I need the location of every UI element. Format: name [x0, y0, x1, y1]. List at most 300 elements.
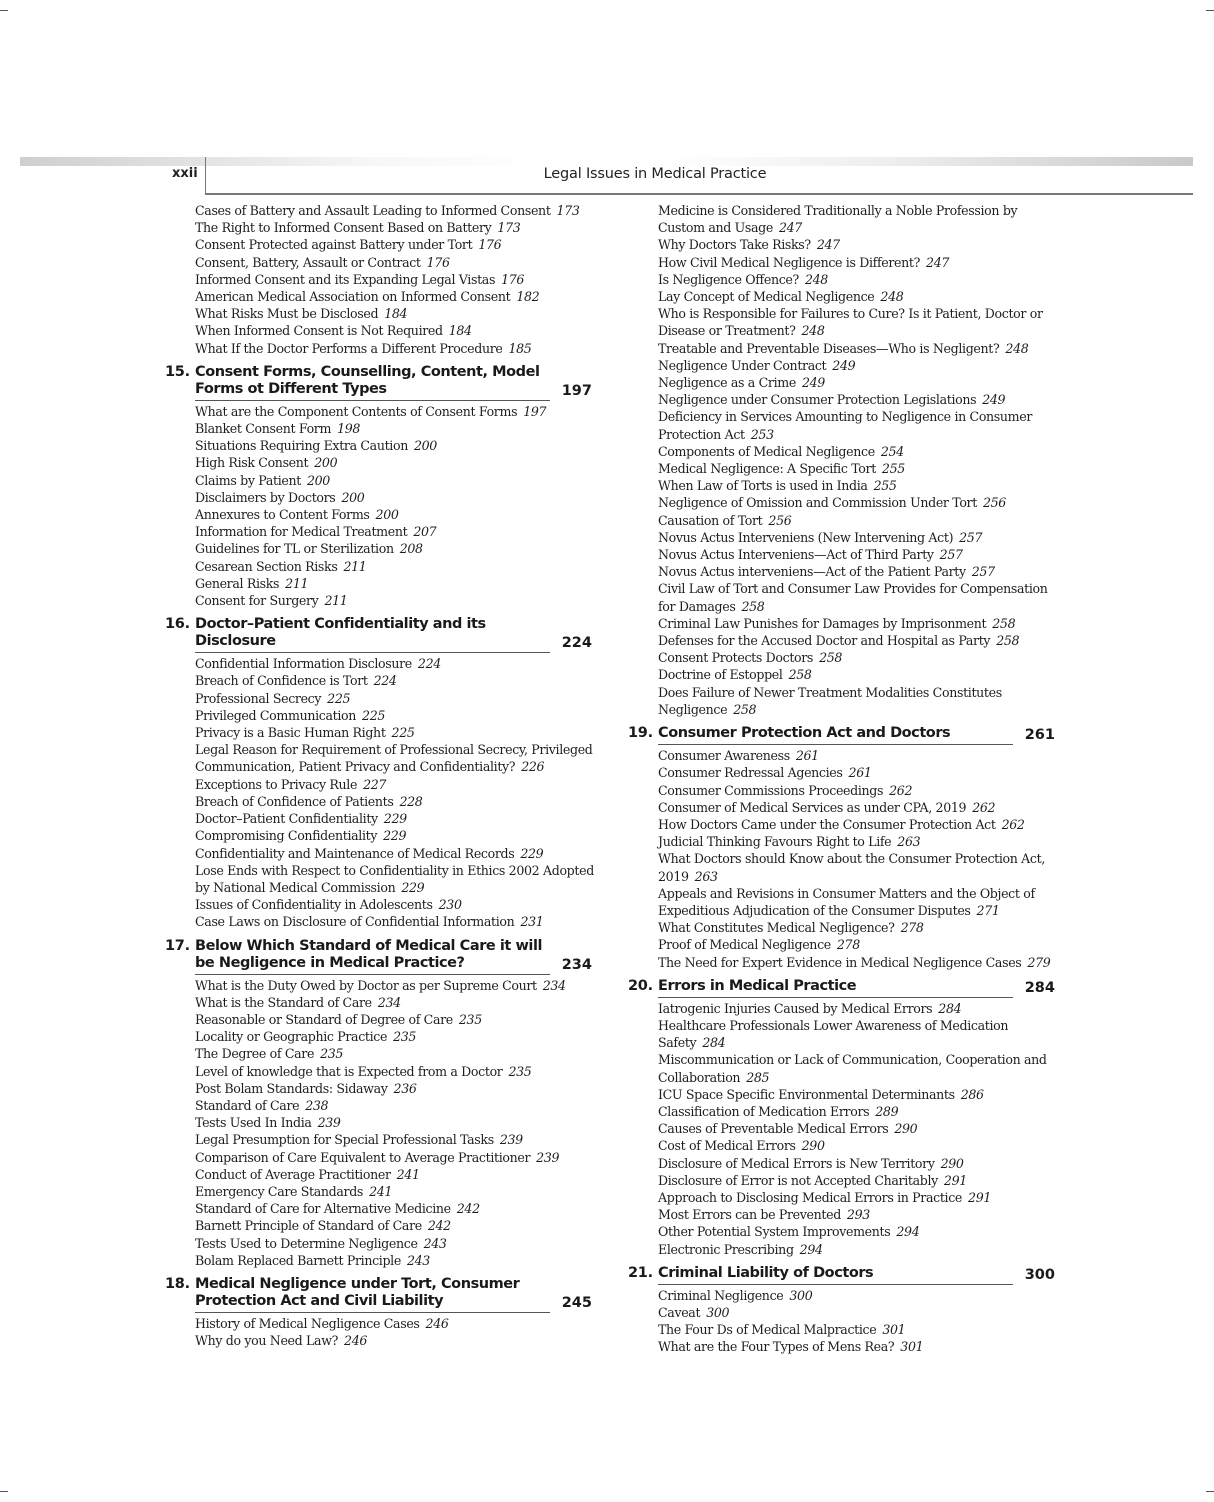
crop-mark-top-left [0, 10, 8, 11]
toc-entry-title: Comparison of Care Equivalent to Average Practitioner [195, 1149, 531, 1165]
toc-entry[interactable] [195, 558, 595, 575]
toc-entry[interactable] [658, 408, 1058, 442]
toc-entry-title: What are the Four Types of Mens Rea? [658, 1339, 895, 1355]
toc-entry[interactable] [658, 1321, 1058, 1338]
toc-entry[interactable] [658, 649, 1058, 666]
toc-entry-title: How Doctors Came under the Consumer Protection Act [658, 816, 996, 832]
toc-entry[interactable] [658, 1155, 1058, 1172]
toc-entry[interactable] [195, 1166, 595, 1183]
chapter-heading[interactable] [165, 938, 595, 975]
toc-entry[interactable] [195, 741, 595, 775]
toc-entry[interactable] [658, 799, 1058, 816]
toc-entry[interactable] [658, 615, 1058, 632]
toc-entry-title: Novus Actus Interveniens—Act of Third Party [658, 547, 934, 563]
toc-entry[interactable] [195, 1149, 595, 1166]
toc-entry-page: 255 [881, 461, 905, 477]
toc-entry[interactable] [658, 954, 1058, 971]
toc-entry-page: 229 [383, 811, 407, 827]
toc-entry-page: 263 [897, 834, 921, 850]
toc-entry[interactable] [195, 994, 595, 1011]
toc-entry-title: Components of Medical Negligence [658, 443, 875, 459]
toc-entry-page: 173 [497, 220, 521, 236]
toc-entry-title: Reasonable or Standard of Degree of Care [195, 1011, 453, 1027]
toc-entry-page: 228 [399, 793, 423, 809]
toc-entry-page: 242 [427, 1218, 451, 1234]
toc-entry-title: Approach to Disclosing Medical Errors in Practice [658, 1189, 963, 1205]
toc-entry-page: 254 [880, 443, 904, 459]
toc-entry[interactable] [658, 684, 1058, 718]
toc-entry-page: 229 [520, 845, 544, 861]
toc-entry-title: Level of knowledge that is Expected from a Doctor [195, 1063, 503, 1079]
toc-entry[interactable] [195, 420, 595, 437]
toc-entry-page: 263 [694, 868, 718, 884]
chapter-page: 245 [561, 1294, 592, 1311]
toc-entry-page: 239 [499, 1132, 523, 1148]
toc-entry[interactable] [195, 793, 595, 810]
toc-entry[interactable] [658, 374, 1058, 391]
toc-entry[interactable] [658, 357, 1058, 374]
toc-entry[interactable] [195, 1217, 595, 1234]
toc-entry-page: 176 [501, 271, 525, 287]
toc-entry[interactable] [658, 816, 1058, 833]
toc-entry-title: Privacy is a Basic Human Right [195, 725, 386, 741]
toc-entry-page: 253 [750, 426, 774, 442]
toc-entry[interactable] [658, 1000, 1058, 1017]
toc-entry[interactable] [195, 523, 595, 540]
chapter-heading[interactable] [628, 725, 1058, 745]
toc-entry[interactable] [658, 1051, 1058, 1085]
toc-entry-title: Information for Medical Treatment [195, 524, 408, 540]
toc-entry-page: 230 [438, 897, 462, 913]
toc-entry-title: Lay Concept of Medical Negligence [658, 289, 875, 305]
toc-entry-page: 211 [285, 575, 309, 591]
toc-entry[interactable] [195, 896, 595, 913]
toc-entry[interactable] [195, 202, 595, 219]
toc-entry-page: 200 [314, 455, 338, 471]
toc-entry-title: Electronic Prescribing [658, 1241, 794, 1257]
toc-entry-title: Disclaimers by Doctors [195, 489, 336, 505]
toc-entry-title: Annexures to Content Forms [195, 507, 370, 523]
toc-entry[interactable] [195, 977, 595, 994]
toc-entry[interactable] [658, 833, 1058, 850]
toc-entry[interactable] [195, 1131, 595, 1148]
toc-entry[interactable] [195, 506, 595, 523]
chapter-heading[interactable] [165, 364, 595, 401]
toc-entry[interactable] [195, 403, 595, 420]
toc-entry-title: Appeals and Revisions in Consumer Matters and the Object of Expeditious Adjudication of the Consumer Disputes [658, 885, 1035, 918]
toc-entry-page: 255 [873, 478, 897, 494]
toc-entry-page: 173 [556, 203, 580, 218]
toc-entry-title: Doctrine of Estoppel [658, 667, 783, 683]
toc-entry-title: Blanket Consent Form [195, 421, 332, 437]
toc-entry-page: 284 [702, 1035, 726, 1051]
toc-entry-title: What are the Component Contents of Consent Forms [195, 403, 518, 419]
toc-entry-title: Emergency Care Standards [195, 1183, 364, 1199]
toc-entry-title: Exceptions to Privacy Rule [195, 776, 358, 792]
toc-entry[interactable] [658, 885, 1058, 919]
toc-entry-page: 185 [508, 340, 532, 356]
toc-entry-title: High Risk Consent [195, 455, 309, 471]
toc-entry[interactable] [658, 391, 1058, 408]
toc-entry-title: Claims by Patient [195, 472, 301, 488]
toc-entry[interactable] [658, 1338, 1058, 1355]
toc-entry-title: Breach of Confidence of Patients [195, 793, 394, 809]
toc-entry[interactable] [658, 782, 1058, 799]
toc-entry-title: Consent Protects Doctors [658, 650, 814, 666]
toc-entry[interactable] [658, 512, 1058, 529]
toc-entry[interactable] [658, 477, 1058, 494]
toc-entry[interactable] [658, 529, 1058, 546]
toc-entry[interactable] [195, 1252, 595, 1269]
toc-entry-page: 176 [426, 254, 450, 270]
toc-entry[interactable] [195, 540, 595, 557]
toc-entry-title: Legal Presumption for Special Professional Tasks [195, 1132, 494, 1148]
toc-entry[interactable] [195, 1045, 595, 1062]
toc-entry-title: Criminal Law Punishes for Damages by Imprisonment [658, 615, 987, 631]
toc-entry[interactable] [658, 747, 1058, 764]
toc-entry-page: 285 [746, 1069, 770, 1085]
toc-entry[interactable] [658, 1189, 1058, 1206]
toc-entry-title: Consumer of Medical Services as under CPA, 2019 [658, 799, 967, 815]
toc-entry-title: Healthcare Professionals Lower Awareness of Medication Safety [658, 1017, 1009, 1051]
toc-entry-page: 249 [832, 357, 856, 373]
toc-entry[interactable] [195, 724, 595, 741]
toc-entry-page: 234 [542, 977, 566, 993]
chapter-title: Errors in Medical Practice [658, 978, 1013, 998]
chapter-page: 234 [561, 956, 592, 973]
toc-entry-page: 235 [458, 1011, 482, 1027]
toc-entry[interactable] [195, 1114, 595, 1131]
toc-entry[interactable] [658, 1086, 1058, 1103]
chapter-title: Doctor–Patient Confidentiality and its Disclosure [195, 616, 550, 653]
toc-entry-title: Deficiency in Services Amounting to Negligence in Consumer Protection Act [658, 409, 1033, 442]
toc-entry-page: 184 [384, 306, 408, 322]
chapter-heading[interactable] [628, 1265, 1058, 1285]
toc-entry-page: 234 [377, 994, 401, 1010]
toc-entry-title: The Right to Informed Consent Based on Battery [195, 220, 492, 236]
chapter-number: 19. [628, 725, 653, 742]
toc-entry[interactable] [195, 913, 595, 930]
toc-entry-title: The Degree of Care [195, 1046, 315, 1062]
toc-entry-page: 200 [375, 507, 399, 523]
toc-entry-page: 271 [976, 902, 1000, 918]
toc-entry-title: Caveat [658, 1304, 701, 1320]
toc-entry-title: Classification of Medication Errors [658, 1103, 870, 1119]
toc-entry-page: 229 [383, 828, 407, 844]
page-folio: xxii [172, 166, 198, 181]
toc-entry-page: 262 [1001, 816, 1025, 832]
toc-entry[interactable] [195, 1028, 595, 1045]
toc-entry[interactable] [195, 340, 595, 357]
toc-entry-title: Miscommunication or Lack of Communication, Cooperation and Collaboration [658, 1052, 1047, 1085]
toc-entry[interactable] [195, 1315, 595, 1332]
toc-entry[interactable] [658, 1206, 1058, 1223]
toc-entry[interactable] [658, 1172, 1058, 1189]
toc-entry-title: History of Medical Negligence Cases [195, 1315, 420, 1331]
toc-entry[interactable] [658, 288, 1058, 305]
toc-entry-page: 248 [880, 289, 904, 305]
toc-entry-page: 224 [373, 673, 397, 689]
toc-entry[interactable] [658, 1137, 1058, 1154]
toc-entry[interactable] [195, 489, 595, 506]
toc-entry-page: 261 [795, 748, 819, 764]
toc-entry-page: 182 [516, 289, 540, 305]
toc-entry-page: 200 [341, 489, 365, 505]
toc-entry[interactable] [195, 1200, 595, 1217]
chapter-page: 197 [561, 382, 592, 399]
toc-entry-title: Consent, Battery, Assault or Contract [195, 254, 421, 270]
toc-entry[interactable] [658, 764, 1058, 781]
toc-entry-page: 197 [523, 403, 547, 419]
toc-entry-page: 256 [982, 495, 1006, 511]
toc-entry-page: 246 [344, 1333, 368, 1349]
chapter-page: 284 [1024, 979, 1055, 996]
toc-entry[interactable] [195, 655, 595, 672]
toc-entry-title: Consumer Commissions Proceedings [658, 782, 884, 798]
toc-entry-title: ICU Space Specific Environmental Determinants [658, 1086, 955, 1102]
toc-entry-page: 294 [896, 1224, 920, 1240]
toc-entry[interactable] [195, 1097, 595, 1114]
toc-entry-title: What is the Duty Owed by Doctor as per Supreme Court [195, 977, 537, 993]
toc-entry-page: 258 [733, 701, 757, 717]
chapter-heading[interactable] [165, 1276, 595, 1313]
toc-entry-page: 239 [317, 1115, 341, 1131]
toc-entry[interactable] [195, 776, 595, 793]
chapter-title: Consumer Protection Act and Doctors [658, 725, 1013, 745]
toc-entry[interactable] [658, 580, 1058, 614]
toc-entry-page: 284 [938, 1000, 962, 1016]
toc-entry-page: 235 [508, 1063, 532, 1079]
toc-entry-title: Other Potential System Improvements [658, 1224, 891, 1240]
toc-entry[interactable] [195, 472, 595, 489]
toc-entry-title: Civil Law of Tort and Consumer Law Provides for Compensation for Damages [658, 581, 1048, 614]
chapter-page: 224 [561, 635, 592, 652]
toc-entry-title: Standard of Care for Alternative Medicine [195, 1201, 451, 1217]
toc-entry[interactable] [195, 1332, 595, 1349]
toc-entry-title: Consumer Awareness [658, 748, 790, 764]
toc-entry[interactable] [658, 271, 1058, 288]
toc-entry-title: Negligence Under Contract [658, 357, 827, 373]
toc-entry[interactable] [195, 707, 595, 724]
toc-entry-title: What Doctors should Know about the Consumer Protection Act, 2019 [658, 851, 1045, 884]
toc-entry-title: General Risks [195, 575, 280, 591]
toc-entry[interactable] [658, 254, 1058, 271]
toc-entry-title: When Informed Consent is Not Required [195, 323, 443, 339]
toc-entry[interactable] [195, 1183, 595, 1200]
toc-entry-page: 227 [363, 776, 387, 792]
toc-entry-page: 301 [882, 1322, 906, 1338]
chapter-title: Criminal Liability of Doctors [658, 1265, 1013, 1285]
toc-entry[interactable] [658, 919, 1058, 936]
toc-entry[interactable] [195, 236, 595, 253]
toc-entry[interactable] [658, 632, 1058, 649]
toc-entry[interactable] [195, 690, 595, 707]
toc-entry-page: 229 [401, 879, 425, 895]
toc-entry[interactable] [195, 575, 595, 592]
toc-entry[interactable] [195, 845, 595, 862]
toc-entry[interactable] [658, 1241, 1058, 1258]
toc-entry-title: Novus Actus Interveniens (New Intervening Act) [658, 529, 954, 545]
toc-entry-page: 242 [456, 1201, 480, 1217]
toc-entry-page: 300 [706, 1304, 730, 1320]
toc-entry-page: 236 [393, 1080, 417, 1096]
toc-entry-page: 225 [391, 725, 415, 741]
toc-entry[interactable] [195, 254, 595, 271]
toc-entry[interactable] [658, 1223, 1058, 1240]
header-divider [205, 157, 206, 194]
toc-entry-title: Conduct of Average Practitioner [195, 1166, 391, 1182]
toc-entry-page: 246 [425, 1315, 449, 1331]
toc-entry-title: Most Errors can be Prevented [658, 1207, 841, 1223]
toc-entry[interactable] [658, 494, 1058, 511]
toc-entry[interactable] [195, 1080, 595, 1097]
toc-entry[interactable] [195, 305, 595, 322]
toc-entry[interactable] [195, 810, 595, 827]
chapter-number: 20. [628, 977, 653, 994]
toc-entry-title: Guidelines for TL or Sterilization [195, 541, 394, 557]
toc-entry-page: 200 [413, 438, 437, 454]
toc-entry[interactable] [195, 862, 595, 896]
toc-entry-page: 293 [846, 1207, 870, 1223]
toc-entry[interactable] [195, 1063, 595, 1080]
toc-entry[interactable] [195, 271, 595, 288]
toc-entry-title: Criminal Negligence [658, 1287, 784, 1303]
toc-entry-page: 258 [996, 633, 1020, 649]
toc-entry-title: Iatrogenic Injuries Caused by Medical Errors [658, 1000, 933, 1016]
toc-entry[interactable] [658, 666, 1058, 683]
toc-entry[interactable] [195, 219, 595, 236]
toc-entry[interactable] [658, 340, 1058, 357]
toc-entry-page: 258 [819, 650, 843, 666]
toc-left-column [165, 202, 595, 1349]
toc-entry-page: 226 [521, 759, 545, 775]
chapter-number: 17. [165, 937, 190, 954]
toc-entry-title: How Civil Medical Negligence is Different? [658, 254, 921, 270]
toc-entry[interactable] [658, 1017, 1058, 1051]
toc-entry-title: Breach of Confidence is Tort [195, 673, 368, 689]
toc-entry-page: 261 [848, 765, 872, 781]
toc-entry-title: Barnett Principle of Standard of Care [195, 1218, 422, 1234]
toc-entry-page: 279 [1027, 954, 1051, 970]
toc-entry-page: 278 [900, 920, 924, 936]
toc-entry-page: 278 [836, 937, 860, 953]
toc-entry-page: 241 [396, 1166, 420, 1182]
toc-entry[interactable] [658, 563, 1058, 580]
toc-entry-title: Lose Ends with Respect to Confidentiality in Ethics 2002 Adopted by National Medical Commission [195, 862, 594, 895]
chapter-heading[interactable] [165, 616, 595, 653]
toc-entry-page: 200 [306, 472, 330, 488]
toc-entry-page: 286 [960, 1086, 984, 1102]
toc-entry-title: Causes of Preventable Medical Errors [658, 1121, 889, 1137]
toc-entry-page: 198 [337, 421, 361, 437]
crop-mark-bottom-left [0, 1491, 8, 1492]
toc-entry-page: 300 [789, 1287, 813, 1303]
toc-entry-title: Issues of Confidentiality in Adolescents [195, 897, 433, 913]
toc-entry-page: 290 [940, 1155, 964, 1171]
toc-entry[interactable] [658, 936, 1058, 953]
toc-entry[interactable] [658, 546, 1058, 563]
toc-entry-title: American Medical Association on Informed Consent [195, 289, 511, 305]
toc-entry-page: 262 [889, 782, 913, 798]
toc-entry[interactable] [195, 322, 595, 339]
toc-entry-page: 207 [413, 524, 437, 540]
toc-entry[interactable] [195, 592, 595, 609]
toc-entry-title: Medical Negligence: A Specific Tort [658, 461, 876, 477]
chapter-page: 261 [1024, 727, 1055, 744]
toc-entry-title: Informed Consent and its Expanding Legal Vistas [195, 271, 496, 287]
toc-entry-page: 257 [939, 547, 963, 563]
toc-entry-title: Situations Requiring Extra Caution [195, 438, 408, 454]
toc-entry[interactable] [195, 288, 595, 305]
toc-entry-title: Novus Actus interveniens—Act of the Patient Party [658, 564, 966, 580]
toc-entry[interactable] [658, 460, 1058, 477]
toc-entry[interactable] [658, 1304, 1058, 1321]
toc-entry-page: 243 [406, 1252, 430, 1268]
chapter-number: 18. [165, 1275, 190, 1292]
toc-entry[interactable] [658, 1120, 1058, 1137]
toc-right-column [628, 202, 1058, 1356]
toc-entry[interactable] [195, 454, 595, 471]
toc-entry-page: 258 [788, 667, 812, 683]
toc-entry-title: Judicial Thinking Favours Right to Life [658, 834, 892, 850]
toc-entry-page: 291 [943, 1172, 967, 1188]
chapter-heading[interactable] [628, 978, 1058, 998]
toc-entry-title: Cost of Medical Errors [658, 1138, 796, 1154]
toc-entry[interactable] [658, 236, 1058, 253]
toc-entry-title: Disclosure of Error is not Accepted Charitably [658, 1172, 938, 1188]
toc-entry-page: 257 [971, 564, 995, 580]
toc-entry-title: Bolam Replaced Barnett Principle [195, 1252, 401, 1268]
toc-entry-title: Is Negligence Offence? [658, 271, 799, 287]
toc-entry[interactable] [658, 305, 1058, 339]
toc-entry[interactable] [658, 1103, 1058, 1120]
toc-entry-title: Compromising Confidentiality [195, 828, 378, 844]
chapter-number: 16. [165, 616, 190, 633]
toc-entry-page: 256 [768, 512, 792, 528]
toc-entry[interactable] [195, 1011, 595, 1028]
toc-entry[interactable] [195, 1235, 595, 1252]
toc-entry-title: Confidential Information Disclosure [195, 656, 412, 672]
toc-entry-title: Professional Secrecy [195, 690, 322, 706]
toc-entry-title: Consumer Redressal Agencies [658, 765, 843, 781]
toc-entry-title: Why Doctors Take Risks? [658, 237, 811, 253]
toc-entry[interactable] [658, 850, 1058, 884]
toc-entry-page: 291 [968, 1189, 992, 1205]
toc-entry-title: Treatable and Preventable Diseases—Who is Negligent? [658, 340, 1000, 356]
toc-entry-page: 235 [393, 1029, 417, 1045]
toc-entry-title: Defenses for the Accused Doctor and Hospital as Party [658, 633, 991, 649]
toc-entry-page: 225 [362, 707, 386, 723]
toc-entry-title: Tests Used to Determine Negligence [195, 1235, 418, 1251]
toc-entry[interactable] [195, 437, 595, 454]
toc-entry-title: Negligence as a Crime [658, 375, 796, 391]
toc-entry-title: Standard of Care [195, 1097, 300, 1113]
toc-entry-title: Consent for Surgery [195, 593, 319, 609]
toc-entry[interactable] [658, 443, 1058, 460]
toc-entry[interactable] [658, 202, 1058, 236]
running-title: Legal Issues in Medical Practice [543, 166, 767, 182]
toc-entry-title: Cases of Battery and Assault Leading to Informed Consent [195, 203, 551, 218]
toc-entry-title: Medicine is Considered Traditionally a Noble Profession by Custom and Usage [658, 203, 1018, 236]
toc-entry-title: What is the Standard of Care [195, 994, 372, 1010]
toc-entry-title: What If the Doctor Performs a Different Procedure [195, 340, 503, 356]
toc-entry[interactable] [195, 672, 595, 689]
toc-entry-title: Disclosure of Medical Errors is New Territory [658, 1155, 935, 1171]
toc-entry[interactable] [658, 1287, 1058, 1304]
toc-entry-title: Negligence of Omission and Commission Under Tort [658, 495, 977, 511]
toc-entry-title: Legal Reason for Requirement of Professional Secrecy, Privileged Communication, Patient Privacy and Confidentiality? [195, 742, 593, 775]
toc-entry[interactable] [195, 827, 595, 844]
